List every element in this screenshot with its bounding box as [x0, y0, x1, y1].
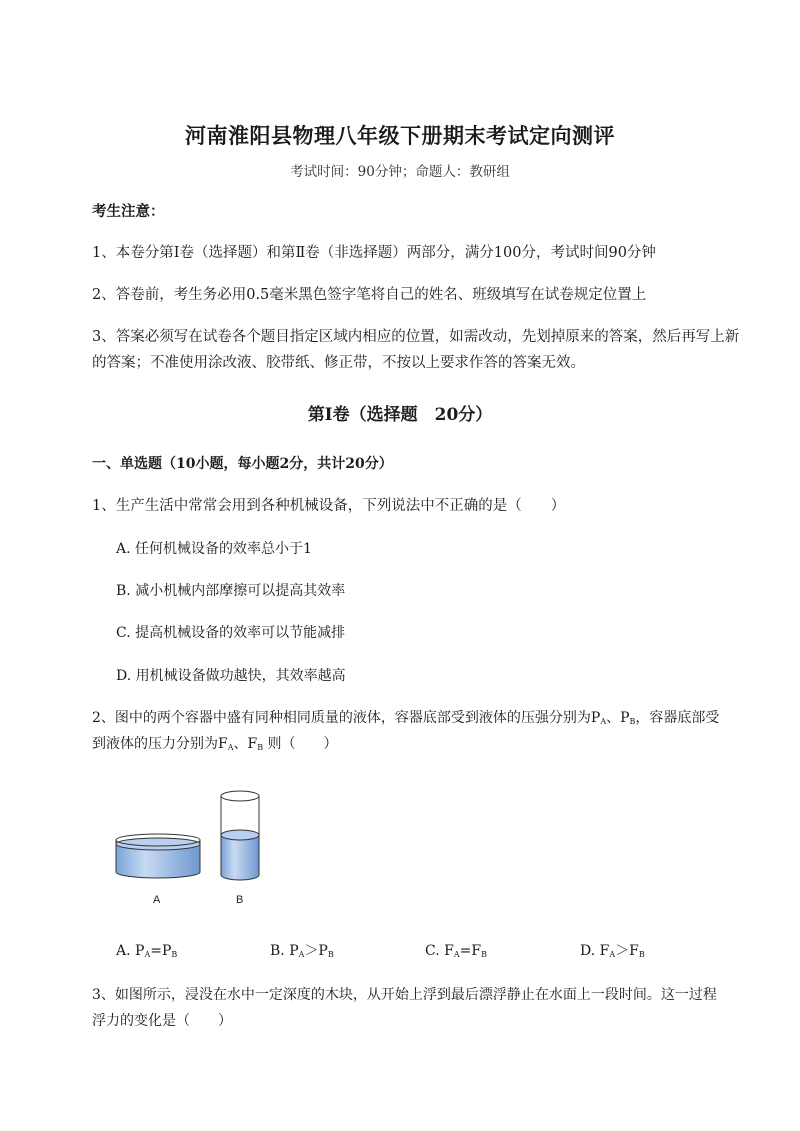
part-heading: 一、单选题（10小题，每小题2分，共计20分） — [92, 456, 393, 472]
section-title: 第I卷（选择题 20分） — [307, 405, 493, 425]
figure-label-b: B — [236, 894, 244, 906]
question-3-stem-line1: 3、如图所示，浸没在水中一定深度的木块，从开始上浮到最后漂浮静止在水面上一段时间。这一过程 — [92, 987, 717, 1003]
notice-item-2: 2、答卷前，考生务必用0.5毫米黑色签字笔将自己的姓名、班级填写在试卷规定位置上 — [92, 287, 647, 303]
question-2-option-c: C. $F_A=F_B$ — [425, 943, 487, 959]
exam-info: 考试时间：90分钟；命题人：教研组 — [290, 164, 510, 180]
question-1-stem: 1、生产生活中常常会用到各种机械设备，下列说法中不正确的是（ ） — [92, 498, 566, 514]
question-2-option-d: D. $F_A>F_B$ — [580, 943, 645, 959]
question-1-option-d: D. 用机械设备做功越快，其效率越高 — [116, 668, 346, 684]
question-2-stem-line1: 2、图中的两个容器中盛有同种相同质量的液体，容器底部受到液体的压强分别为$P_A$、$P_B$，容器底部受 — [92, 710, 720, 726]
question-3-stem-line2: 浮力的变化是（ ） — [92, 1013, 232, 1029]
question-2-option-a: A. $P_A=P_B$ — [116, 943, 178, 959]
container-a — [116, 834, 200, 878]
question-1-option-a: A. 任何机械设备的效率总小于1 — [116, 541, 312, 557]
containers-figure — [100, 780, 280, 910]
container-b — [221, 791, 259, 880]
notice-item-3-cont: 的答案；不准使用涂改液、胶带纸、修正带，不按以上要求作答的答案无效。 — [92, 355, 585, 371]
question-1-option-c: C. 提高机械设备的效率可以节能减排 — [116, 625, 346, 641]
question-1-option-b: B. 减小机械内部摩擦可以提高其效率 — [116, 583, 346, 599]
notice-heading: 考生注意： — [92, 203, 165, 220]
question-2-option-b: B. $P_A>P_B$ — [270, 943, 334, 959]
figure-label-a: A — [153, 894, 161, 906]
notice-item-3: 3、答案必须写在试卷各个题目指定区域内相应的位置，如需改动，先划掉原来的答案，然后再写上新 — [92, 329, 740, 345]
page-title: 河南淮阳县物理八年级下册期末考试定向测评 — [185, 123, 615, 148]
question-2-stem-line2: 到液体的压力分别为$F_A$、$F_B$ 则（ ） — [92, 736, 338, 752]
notice-item-1: 1、本卷分第I卷（选择题）和第Ⅱ卷（非选择题）两部分，满分100分，考试时间90分钟 — [92, 245, 656, 261]
